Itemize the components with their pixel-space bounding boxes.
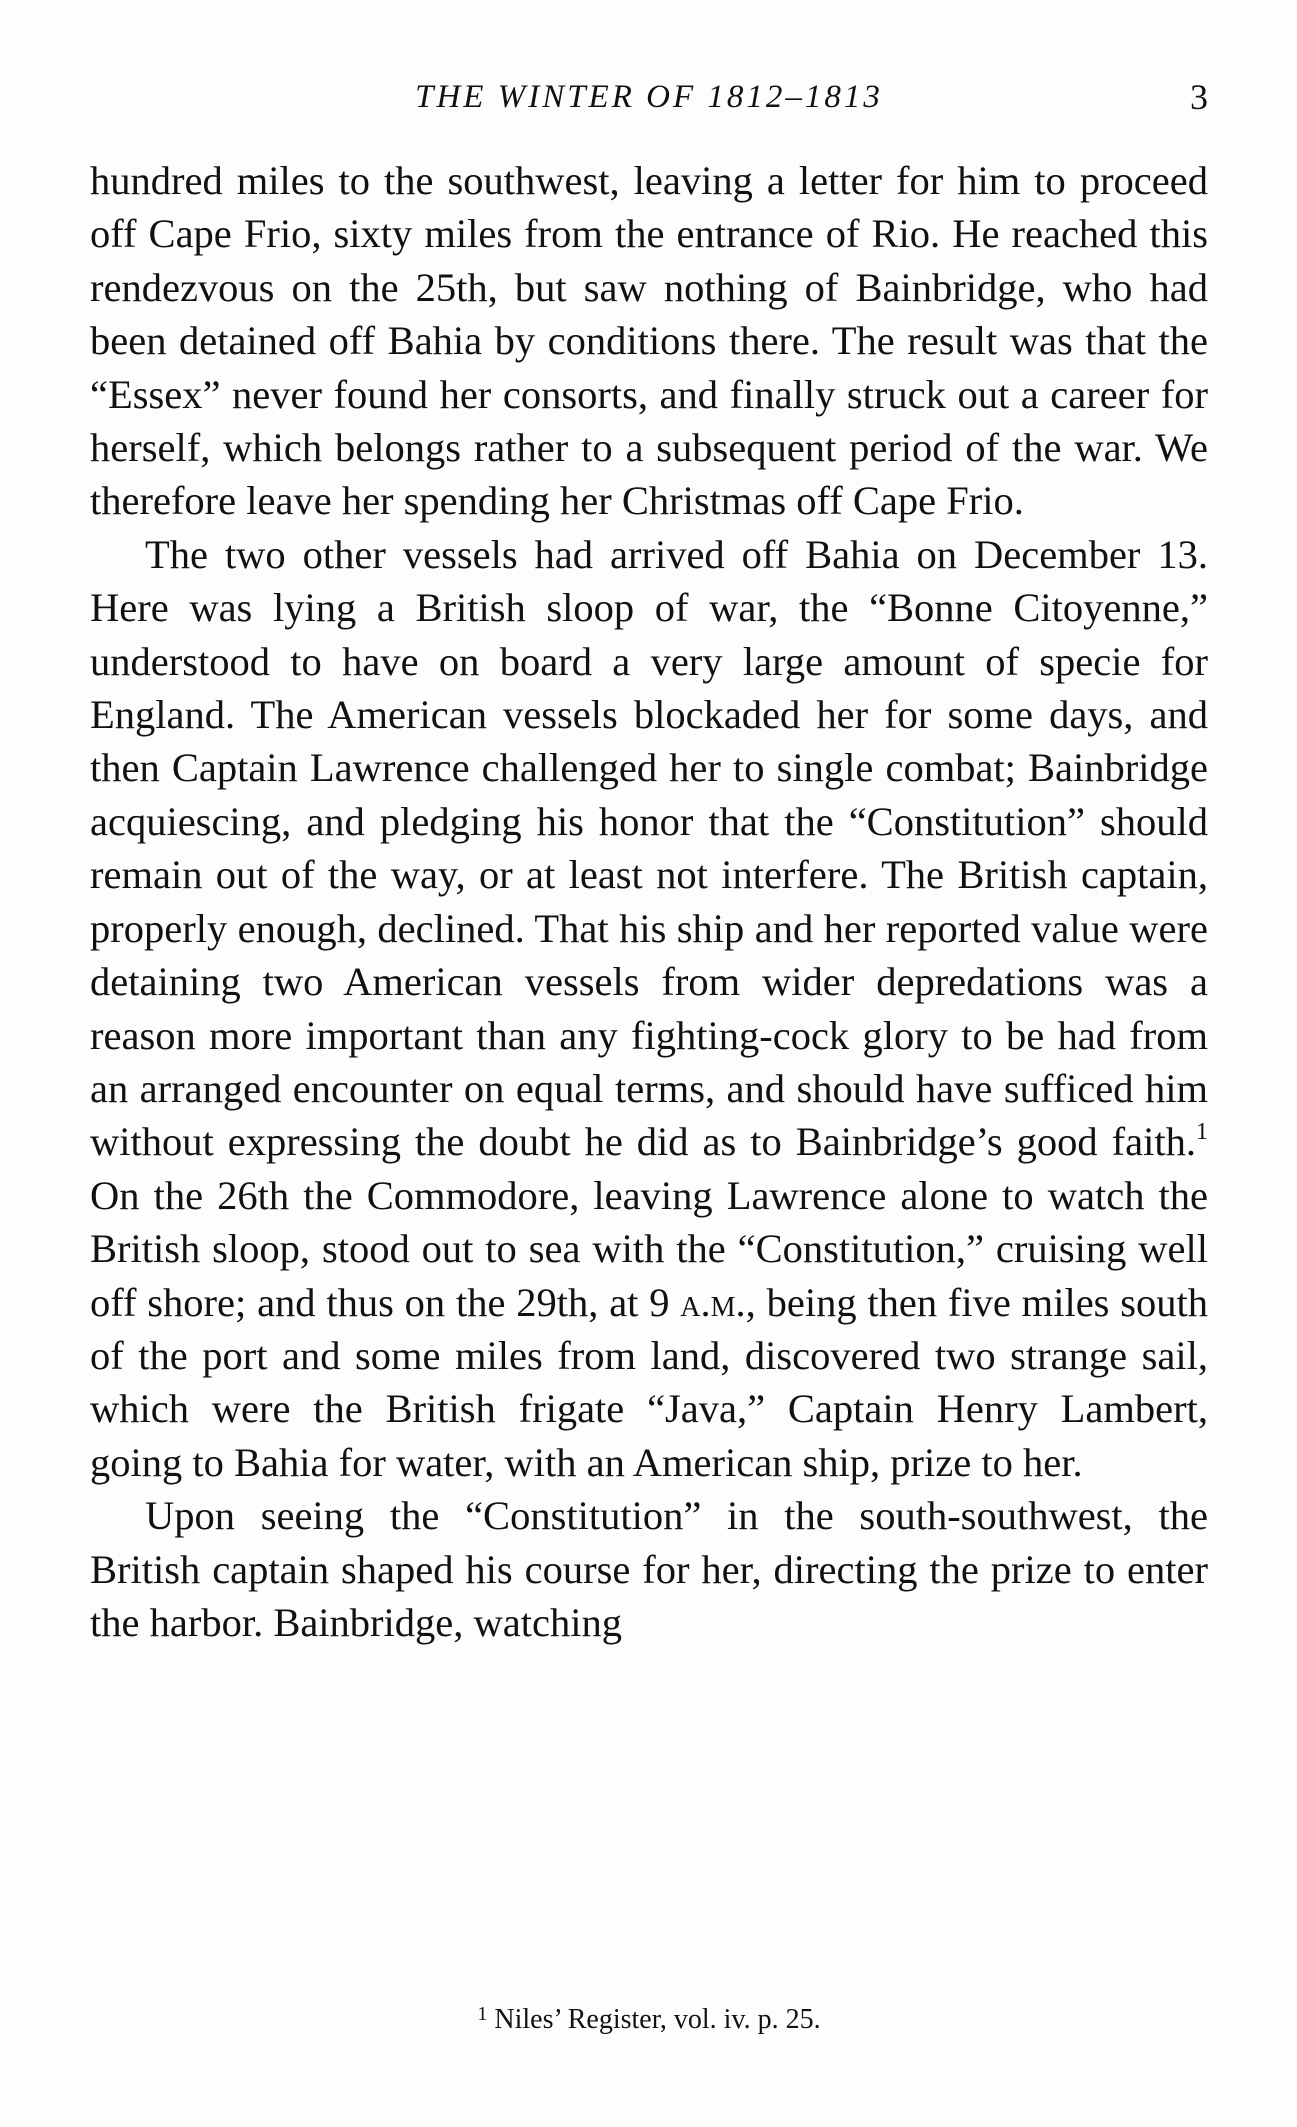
time-am: a.m. [680, 1279, 746, 1325]
paragraph-2-part-b: On the 26th the Commodore, leaving Lawrence alone to watch the British sloop, stood out to sea with the “Constitution,” cruising well off shore; and thus on the 29th, at 9 [90, 1172, 1208, 1325]
paragraph-3: Upon seeing the “Constitution” in the south-southwest, the British captain shaped his course for her, directing the prize to enter the harbor. Bainbridge, watching [90, 1493, 1208, 1645]
page-header [90, 72, 1208, 122]
paragraph-2-part-a: The two other vessels had arrived off Bahia on December 13. Here was lying a British sloop of war, the “Bonne Citoyenne,” understood to have on board a very large amount of specie for England. The American vessels blockaded her for some days, and then Captain Lawrence challenged her to single combat; Bainbridge acquiescing, and pledging his honor that the “Constitution” should remain out of the way, or at least not interfere. The British captain, properly enough, declined. That his ship and her reported value were detaining two American vessels from wider depredations was a reason more important than any fighting-cock glory to be had from an arranged encounter on equal terms, and should have sufficed him without expressing the doubt he did as to Bainbridge’s good faith. [90, 531, 1208, 1165]
page-number: 3 [1190, 77, 1208, 117]
paragraph-2 [90, 528, 1208, 1489]
footnote-marker: 1 [477, 2003, 488, 2025]
running-head: THE WINTER OF 1812–1813 [415, 79, 883, 115]
footnote-reference: 1 [1196, 1119, 1208, 1146]
footnote [90, 2000, 1208, 2040]
paragraph-2-part-c: , being then five miles south of the port and some miles from land, discovered two strange sail, which were the British frigate “Java,” Captain Henry Lambert, going to Bahia for water, with an American ship, prize to her. [90, 1279, 1208, 1485]
body-text [90, 154, 1208, 1649]
footnote-text: Niles’ Register, vol. iv. p. 25. [487, 2004, 821, 2035]
paragraph-1: hundred miles to the southwest, leaving a letter for him to proceed off Cape Frio, sixty miles from the entrance of Rio. He reached this rendezvous on the 25th, but saw nothing of Bainbridge, who had been detained off Bahia by conditions there. The result was that the “Essex” never found her consorts, and finally struck out a career for herself, which belongs rather to a subsequent period of the war. We therefore leave her spending her Christmas off Cape Frio. [90, 158, 1208, 524]
